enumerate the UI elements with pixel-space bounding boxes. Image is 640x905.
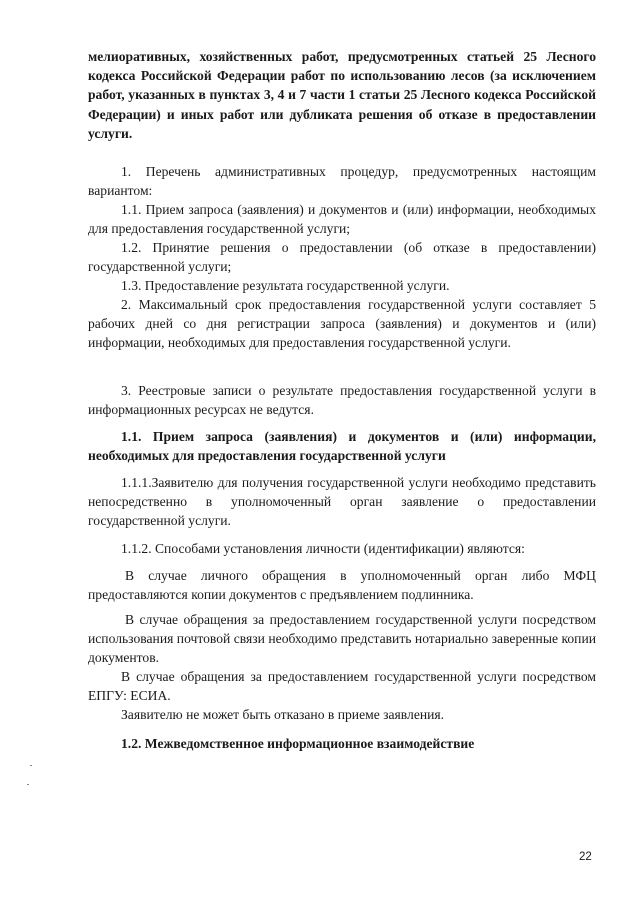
paragraph-3-registry-records: 3. Реестровые записи о результате предоставления государственной услуги в информационных ресурсах не ведутся. bbox=[88, 383, 596, 418]
scan-speck bbox=[30, 765, 32, 766]
paragraph-1-1-1: 1.1.1.Заявителю для получения государственной услуги необходимо представить непосредственно в уполномоченный орган заявление о предоставлении государственной услуги. bbox=[88, 475, 596, 529]
subsection-heading-1-1: 1.1. Прием запроса (заявления) и документов и (или) информации, необходимых для предоставления государственной услуги bbox=[88, 429, 596, 464]
paragraph-1-procedures-list: 1. Перечень административных процедур, предусмотренных настоящим вариантом: bbox=[88, 164, 596, 199]
scan-speck bbox=[27, 784, 29, 785]
continued-section-heading: мелиоративных, хозяйственных работ, предусмотренных статьей 25 Лесного кодекса Российской Федерации работ по использованию лесов (за исключением работ, указанных в пунктах 3, 4 и 7 части 1 статьи 25 Лесного кодекса Российской Федерации) и иных работ или дубликата решения об отказе в предоставлении услуги. bbox=[88, 49, 596, 141]
paragraph-1-2-decision: 1.2. Принятие решения о предоставлении (об отказе в предоставлении) государственной услуги; bbox=[88, 240, 596, 275]
paragraph-postal: В случае обращения за предоставлением государственной услуги посредством использования почтовой связи необходимо представить нотариально заверенные копии документов. bbox=[88, 612, 596, 666]
paragraph-personal-visit: В случае личного обращения в уполномоченный орган либо МФЦ предоставляются копии документов с предъявлением подлинника. bbox=[88, 568, 596, 603]
subsection-heading-1-2: 1.2. Межведомственное информационное взаимодействие bbox=[121, 736, 475, 751]
paragraph-1-1-2: 1.1.2. Способами установления личности (идентификации) являются: bbox=[121, 541, 525, 556]
paragraph-2-max-term: 2. Максимальный срок предоставления государственной услуги составляет 5 рабочих дней со дня регистрации запроса (заявления) и документов и (или) информации, необходимых для предоставления государственной услуги. bbox=[88, 297, 596, 351]
page-number: 22 bbox=[579, 851, 592, 863]
paragraph-no-refusal: Заявителю не может быть отказано в приеме заявления. bbox=[121, 707, 445, 722]
paragraph-1-3-result: 1.3. Предоставление результата государственной услуги. bbox=[121, 278, 450, 293]
paragraph-epgu: В случае обращения за предоставлением государственной услуги посредством ЕПГУ: ЕСИА. bbox=[88, 669, 596, 704]
paragraph-1-1-request-acceptance: 1.1. Прием запроса (заявления) и документов и (или) информации, необходимых для предоставления государственной услуги; bbox=[88, 202, 596, 237]
